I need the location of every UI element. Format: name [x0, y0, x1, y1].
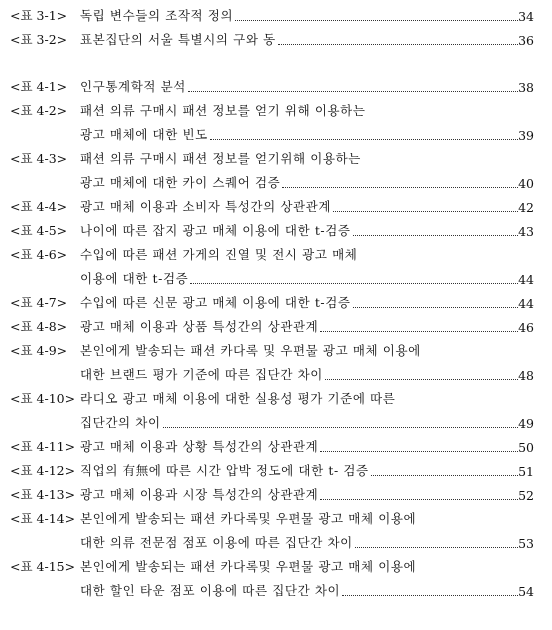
page-number: 48: [518, 368, 534, 383]
toc-entry-title: 광고 매체 이용과 소비자 특성간의 상관관계: [80, 199, 332, 214]
toc-entry-title: 표본집단의 서울 특별시의 구와 동: [80, 32, 276, 47]
toc-entry[interactable]: [0, 340, 552, 383]
page-number: 43: [518, 224, 534, 239]
toc-entry[interactable]: [0, 508, 552, 551]
toc-entry-title: 라디오 광고 매체 이용에 대한 실용성 평가 기준에 따른: [80, 391, 396, 406]
toc-entry-title: 대한 할인 타운 점포 이용에 따른 집단간 차이: [80, 583, 341, 598]
toc-entry-title: 대한 브랜드 평가 기준에 따른 집단간 차이: [80, 367, 323, 382]
dot-leader: [320, 331, 518, 332]
toc-entry-label: <표 4-7>: [10, 295, 68, 310]
dot-leader: [320, 451, 518, 452]
toc-entry-title: 수입에 따른 패션 가게의 진열 및 전시 광고 매체: [80, 247, 358, 262]
toc-entry-label: <표 4-4>: [10, 199, 68, 214]
page-number: 53: [518, 536, 534, 551]
toc-entry-line: [0, 148, 552, 170]
dot-leader: [342, 595, 518, 596]
dot-leader: [282, 187, 518, 188]
toc-entry-label: <표 4-2>: [10, 103, 68, 118]
dot-leader: [190, 283, 518, 284]
page-number: 52: [518, 488, 534, 503]
toc-entry-label: <표 4-15>: [10, 559, 76, 574]
toc-entry-line: [0, 5, 552, 27]
toc-entry-label: <표 4-11>: [10, 439, 76, 454]
toc-entry[interactable]: [0, 76, 552, 98]
toc-entry-title: 패션 의류 구매시 패션 정보를 얻기위해 이용하는: [80, 151, 361, 166]
toc-entry-line: [0, 532, 552, 554]
toc-entry-title: 직업의 有無에 따른 시간 압박 정도에 대한 t- 검증: [80, 463, 369, 478]
toc-entry[interactable]: [0, 100, 552, 143]
toc-entry-label: <표 4-5>: [10, 223, 68, 238]
toc-entry-title: 광고 매체 이용과 시장 특성간의 상관관계: [80, 487, 319, 502]
page-number: 39: [518, 128, 534, 143]
toc-entry-title: 광고 매체 이용과 상황 특성간의 상관관계: [80, 439, 319, 454]
toc-entry-line: [0, 556, 552, 578]
toc-entry-line: [0, 484, 552, 506]
toc-entry-label: <표 4-3>: [10, 151, 68, 166]
page-number: 36: [518, 33, 534, 48]
toc-entry[interactable]: [0, 220, 552, 242]
toc-entry-line: [0, 29, 552, 51]
page-number: 42: [518, 200, 534, 215]
toc-entry-label: <표 3-1>: [10, 8, 68, 23]
toc-entry-label: <표 4-8>: [10, 319, 68, 334]
page-number: 44: [518, 296, 534, 311]
toc-entry-line: [0, 316, 552, 338]
page-number: 50: [518, 440, 534, 455]
toc-entry-line: [0, 364, 552, 386]
toc-entry[interactable]: [0, 29, 552, 51]
toc-entry[interactable]: [0, 460, 552, 482]
toc-entry-title: 광고 매체에 대한 카이 스퀘어 검증: [80, 175, 281, 190]
toc-entry-line: [0, 412, 552, 434]
dot-leader: [210, 139, 518, 140]
toc-entry-line: [0, 172, 552, 194]
toc-entry-label: <표 3-2>: [10, 32, 68, 47]
toc-entry-title: 광고 매체에 대한 빈도: [80, 127, 208, 142]
toc-entry-line: [0, 124, 552, 146]
dot-leader: [320, 499, 518, 500]
page-number: 51: [518, 464, 534, 479]
dot-leader: [235, 20, 518, 21]
toc-entry[interactable]: [0, 316, 552, 338]
toc-entry[interactable]: [0, 292, 552, 314]
toc-entry-line: [0, 196, 552, 218]
dot-leader: [188, 91, 518, 92]
page-number: 38: [518, 80, 534, 95]
toc-entry-title: 대한 의류 전문점 점포 이용에 따른 집단간 차이: [80, 535, 353, 550]
dot-leader: [353, 235, 518, 236]
page-number: 44: [518, 272, 534, 287]
toc-entry-title: 본인에게 발송되는 패션 카다록및 우편물 광고 매체 이용에: [80, 559, 417, 574]
page-number: 34: [518, 9, 534, 24]
toc-entry-line: [0, 460, 552, 482]
toc-entry-label: <표 4-6>: [10, 247, 68, 262]
toc-entry-line: [0, 436, 552, 458]
dot-leader: [163, 427, 518, 428]
toc-entry-label: <표 4-12>: [10, 463, 76, 478]
toc-entry[interactable]: [0, 388, 552, 431]
toc-entry-line: [0, 76, 552, 98]
toc-entry-label: <표 4-13>: [10, 487, 76, 502]
toc-entry-title: 본인에게 발송되는 패션 카다록 및 우편물 광고 매체 이용에: [80, 343, 421, 358]
toc-entry-line: [0, 292, 552, 314]
toc-entry-line: [0, 508, 552, 530]
page-number: 40: [518, 176, 534, 191]
page-number: 54: [518, 584, 534, 599]
toc-entry-line: [0, 220, 552, 242]
toc-entry-title: 독립 변수들의 조작적 정의: [80, 8, 234, 23]
dot-leader: [355, 547, 518, 548]
dot-leader: [353, 307, 518, 308]
page-number: 49: [518, 416, 534, 431]
toc-entry[interactable]: [0, 196, 552, 218]
dot-leader: [325, 379, 518, 380]
toc-entry-label: <표 4-1>: [10, 79, 68, 94]
toc-entry[interactable]: [0, 148, 552, 191]
page-number: 46: [518, 320, 534, 335]
toc-entry[interactable]: [0, 244, 552, 287]
toc-entry-line: [0, 268, 552, 290]
toc-entry-label: <표 4-10>: [10, 391, 76, 406]
toc-entry-title: 나이에 따른 잡지 광고 매체 이용에 대한 t-검증: [80, 223, 351, 238]
toc-entry-title: 이용에 대한 t-검증: [80, 271, 189, 286]
toc-entry-line: [0, 244, 552, 266]
dot-leader: [333, 211, 518, 212]
toc-entry-title: 광고 매체 이용과 상품 특성간의 상관관계: [80, 319, 319, 334]
toc-entry-line: [0, 100, 552, 122]
toc-entry[interactable]: [0, 484, 552, 506]
toc-entry-title: 패션 의류 구매시 패션 정보를 얻기 위해 이용하는: [80, 103, 366, 118]
toc-entry-title: 인구통계학적 분석: [80, 79, 186, 94]
dot-leader: [278, 44, 518, 45]
toc-entry-label: <표 4-14>: [10, 511, 76, 526]
toc-entry[interactable]: [0, 5, 552, 27]
toc-entry-title: 본인에게 발송되는 패션 카다록및 우편물 광고 매체 이용에: [80, 511, 417, 526]
toc-entry[interactable]: [0, 436, 552, 458]
toc-entry-line: [0, 580, 552, 602]
toc-entry-line: [0, 340, 552, 362]
toc-entry-line: [0, 388, 552, 410]
toc-entry-label: <표 4-9>: [10, 343, 68, 358]
dot-leader: [371, 475, 518, 476]
toc-entry-title: 수입에 따른 신문 광고 매체 이용에 대한 t-검증: [80, 295, 351, 310]
toc-entry[interactable]: [0, 556, 552, 599]
toc-entry-title: 집단간의 차이: [80, 415, 161, 430]
